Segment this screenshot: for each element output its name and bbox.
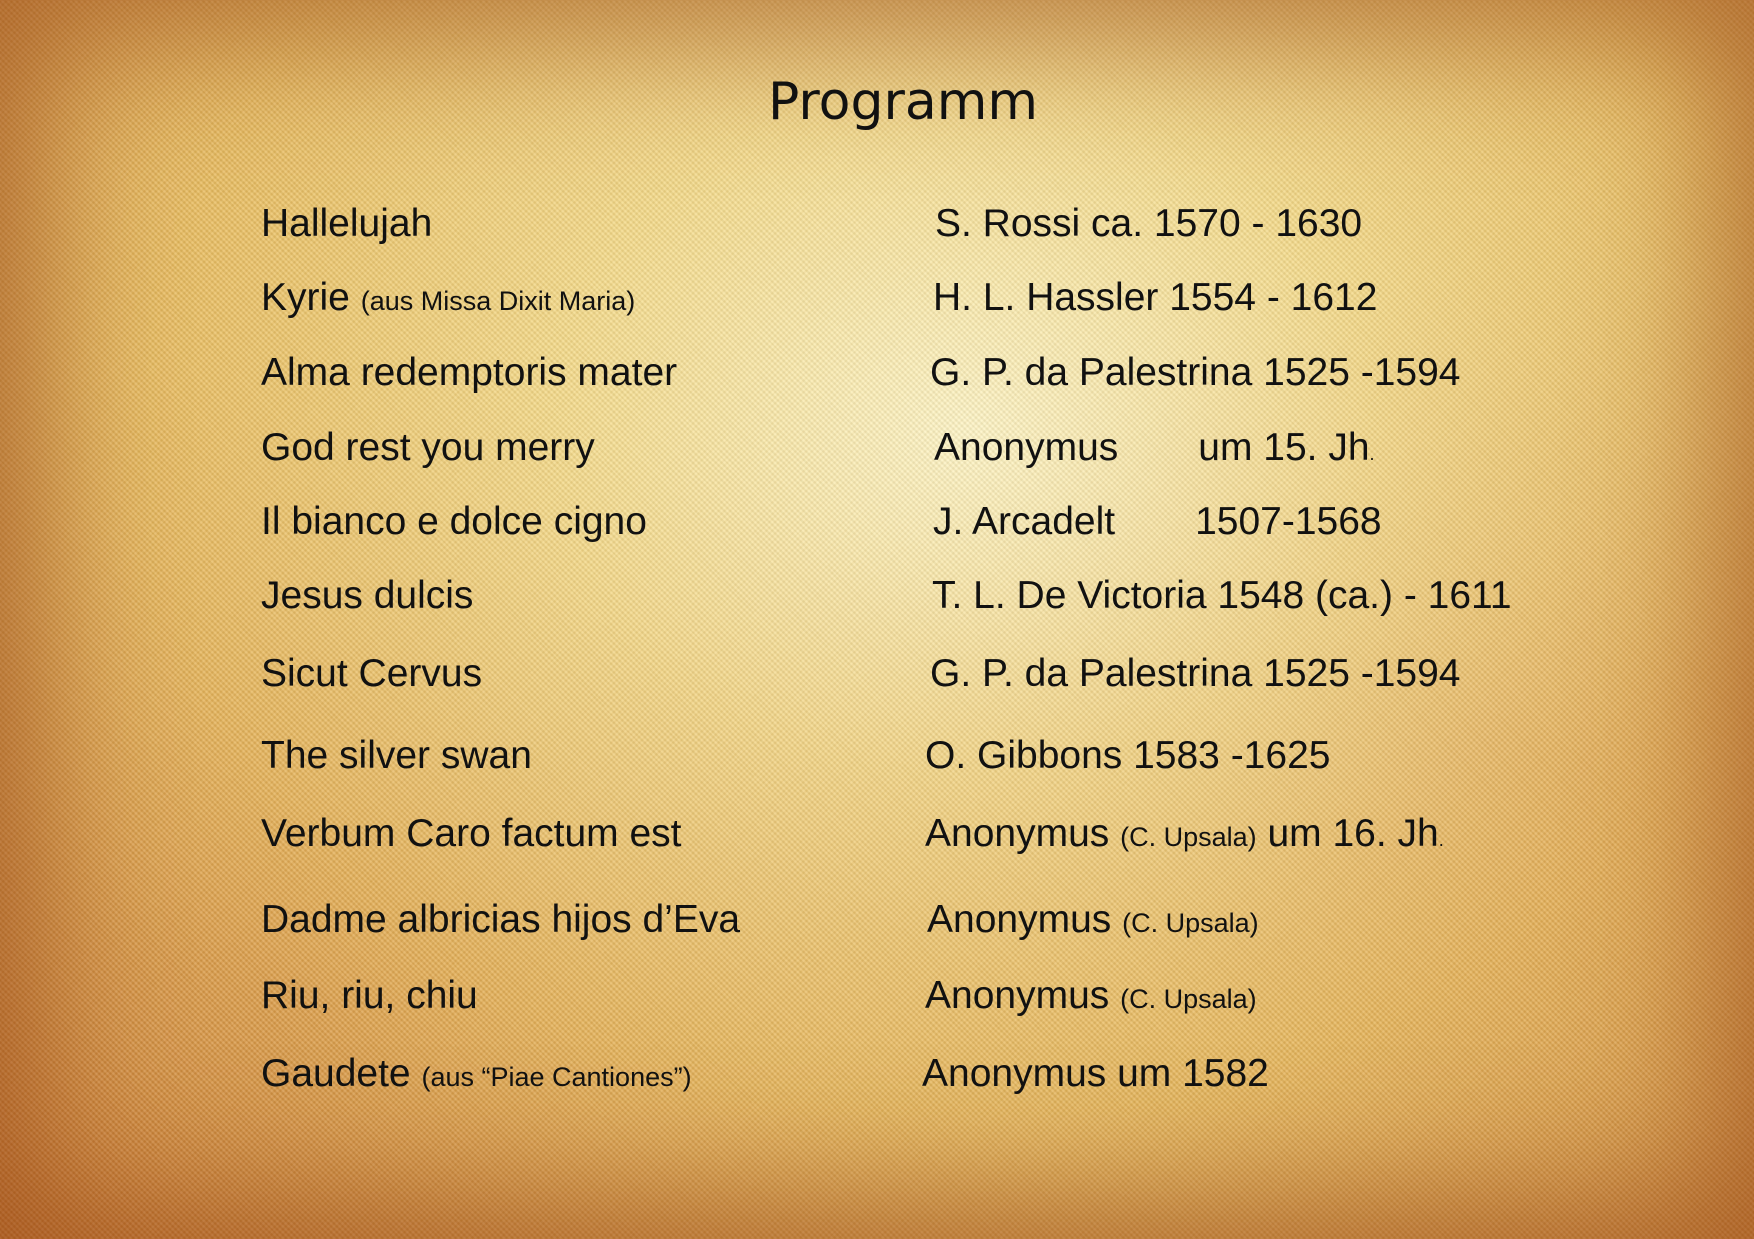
composer-name: Anonymus xyxy=(934,426,1119,469)
program-row xyxy=(0,497,1754,547)
program-row xyxy=(0,273,1754,323)
composer-info: G. P. da Palestrina 1525 -1594 xyxy=(930,652,1461,695)
program-row xyxy=(0,571,1754,621)
piece-note: (aus Missa Dixit Maria) xyxy=(360,286,636,316)
composer-cell xyxy=(933,497,1382,547)
piece-title: Kyrie xyxy=(261,276,350,319)
composer-name: Anonymus xyxy=(925,812,1110,855)
piece-title: The silver swan xyxy=(261,734,532,777)
program-row xyxy=(0,809,1754,859)
composer-info: H. L. Hassler 1554 - 1612 xyxy=(933,276,1378,319)
program-row xyxy=(0,1049,1754,1099)
composer-date: 1507-1568 xyxy=(1195,500,1382,543)
composer-info: T. L. De Victoria 1548 (ca.) - 1611 xyxy=(932,574,1512,617)
program-row xyxy=(0,649,1754,699)
composer-note: (C. Upsala) xyxy=(1120,822,1257,852)
piece-title: God rest you merry xyxy=(261,426,595,469)
piece-title: Gaudete xyxy=(261,1052,411,1095)
piece-title: Il bianco e dolce cigno xyxy=(261,500,647,543)
piece-title: Hallelujah xyxy=(261,202,433,245)
piece-title: Riu, riu, chiu xyxy=(261,974,478,1017)
composer-date: um 15. Jh xyxy=(1198,426,1370,469)
program-row xyxy=(0,895,1754,945)
page-title: Programm xyxy=(767,72,1039,132)
composer-cell xyxy=(925,809,1444,865)
composer-cell xyxy=(925,971,1257,1024)
piece-cell xyxy=(261,1049,692,1102)
composer-cell xyxy=(934,423,1375,479)
composer-name: Anonymus xyxy=(927,898,1112,941)
composer-note: (C. Upsala) xyxy=(1122,908,1259,938)
composer-date: um 16. Jh xyxy=(1267,812,1439,855)
piece-title: Dadme albricias hijos d’Eva xyxy=(261,898,741,941)
piece-note: (aus “Piae Cantiones”) xyxy=(421,1062,692,1092)
program-row xyxy=(0,731,1754,781)
composer-info: G. P. da Palestrina 1525 -1594 xyxy=(930,351,1461,394)
composer-cell xyxy=(927,895,1259,948)
program-row xyxy=(0,971,1754,1021)
composer-suffix: . xyxy=(1369,444,1375,464)
composer-name: J. Arcadelt xyxy=(933,500,1116,543)
composer-note: (C. Upsala) xyxy=(1120,984,1257,1014)
piece-title: Sicut Cervus xyxy=(261,652,483,695)
composer-suffix: . xyxy=(1438,830,1444,850)
composer-info: S. Rossi ca. 1570 - 1630 xyxy=(935,202,1363,245)
composer-name: Anonymus xyxy=(925,974,1110,1017)
program-row xyxy=(0,423,1754,473)
composer-info: Anonymus um 1582 xyxy=(922,1052,1269,1095)
piece-title: Verbum Caro factum est xyxy=(261,812,682,855)
composer-info: O. Gibbons 1583 -1625 xyxy=(925,734,1331,777)
piece-cell xyxy=(261,273,635,326)
piece-title: Alma redemptoris mater xyxy=(261,351,678,394)
program-row xyxy=(0,199,1754,249)
piece-title: Jesus dulcis xyxy=(261,574,474,617)
program-row xyxy=(0,348,1754,398)
